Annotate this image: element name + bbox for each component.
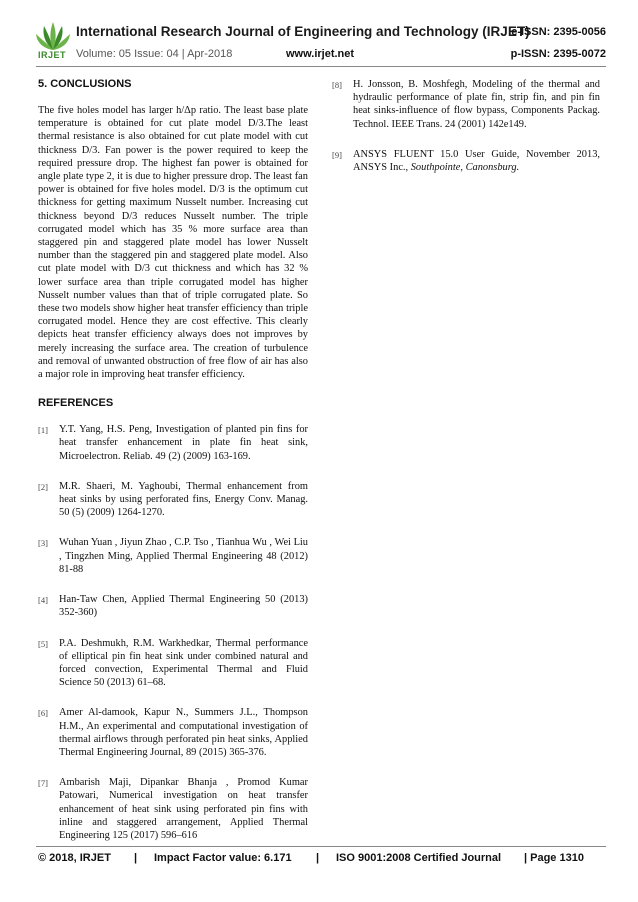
reference-item [38,536,308,576]
reference-item [38,637,308,690]
reference-text-plain: ANSYS FLUENT 15.0 User Guide, November 2013, ANSYS Inc., [353,148,600,174]
footer-copyright: © 2018, IRJET [38,852,111,864]
reference-number: [8] [332,80,342,90]
p-issn: p-ISSN: 2395-0072 [510,48,606,60]
reference-text: Ambarish Maji, Dipankar Bhanja , Promod Kumar Patowari, Numerical investigation on heat transfer enhancement of heat sink using perforated pin fins with inline and staggered arrangement, Applied Thermal Engineering 125 (2017) 596–616 [59,777,308,841]
reference-number: [3] [38,538,48,549]
reference-text: P.A. Deshmukh, R.M. Warkhedkar, Thermal performance of elliptical pin fin heat sink under combined natural and forced convection, Experimental Thermal and Fluid Science 50 (2013) 61–68. [59,637,308,689]
reference-text: H. Jonsson, B. Moshfegh, Modeling of the thermal and hydraulic performance of plate fin, strip fin, and pin fin heat sinks-influence of flow bypass, Components Packag. Technol. IEEE Trans. 24 (2001) 142e149. [353,79,600,130]
reference-item [38,776,308,842]
reference-text: Y.T. Yang, H.S. Peng, Investigation of planted pin fins for heat transfer enhancement in plate fin heat sink, Microelectron. Reliab. 49 (2) (2009) 163-169. [59,424,308,462]
references-heading: REFERENCES [38,397,114,410]
logo-text: IRJET [38,50,67,60]
reference-item [332,148,600,174]
reference-text: M.R. Shaeri, M. Yaghoubi, Thermal enhancement from heat sinks by using perforated fins, Energy Conv. Manag. 50 (5) (2009) 1264-1270. [59,480,308,519]
page-header [36,18,606,64]
e-issn: e-ISSN: 2395-0056 [511,26,606,38]
footer-separator: | [134,852,138,864]
reference-number: [4] [38,595,48,606]
reference-number: [2] [38,481,48,492]
reference-item [38,423,308,463]
reference-item [332,78,600,131]
reference-item [38,706,308,759]
volume-issue: Volume: 05 Issue: 04 | Apr-2018 [76,48,233,60]
reference-item [38,480,308,520]
reference-number: [6] [38,708,48,719]
reference-text: Han-Taw Chen, Applied Thermal Engineering 50 (2013) 352-360) [59,594,308,619]
footer-separator: | [316,852,320,864]
footer-divider [36,846,606,847]
reference-number: [9] [332,149,342,160]
reference-text: Wuhan Yuan , Jiyun Zhao , C.P. Tso , Tianhua Wu , Wei Liu , Tingzhen Ming, Applied Thermal Engineering 48 (2012) 81-88 [59,537,308,575]
right-column [332,78,600,191]
reference-number: [1] [38,425,48,436]
footer-page-number: | Page 1310 [524,852,584,864]
reference-item [38,593,308,619]
website-link[interactable]: www.irjet.net [286,48,355,60]
reference-number: [5] [38,638,48,649]
conclusions-heading: 5. CONCLUSIONS [38,78,132,90]
footer-iso: ISO 9001:2008 Certified Journal [336,852,502,864]
reference-text: Amer Al-damook, Kapur N., Summers J.L., Thompson H.M., An experimental and computational investigation of thermal airflows through perforated pin heat sinks, Applied Thermal Engineering Journal, 89 (2015) 365-376. [59,707,308,758]
footer-impact-factor: Impact Factor value: 6.171 [154,852,292,864]
header-divider [36,66,606,67]
conclusions-body: The five holes model has larger h/Δp ratio. The least base plate temperature is obtained for cut plate model D/3.The least thermal resistance is also obtained for cut plate model with cut thickness D/3. Fan power is the power required to keep the required pressure drop. The highest fan power is obtained for angle plate type 2, it is due to higher pressure drop. The least fan power is obtained for five holes model. D/3 is the optimum cut thickness for getting maximum Nusselt number. Increasing cut thickness beyond D/3 reduces Nusselt number. The triple corrugated model which has 35 % more surface area than staggered pin and staggered plate model has lower Nusselt number than the staggered pin and staggered plate model. Also cut plate model with D/3 cut thickness and which has 32 % lower surface area than triple corrugated model has higher Nusselt number values than that of triple corrugated plate. So these two models show higher heat transfer efficiency than triple corrugated model. Hence they are cost effective. This clearly depicts heat transfer efficiency always does not improves by merely increasing the surface area. The creation of turbulence and removal of unwanted obstruction of free flow of air has also a major role in improving heat transfer efficiency. [38,105,308,381]
reference-number: [7] [38,778,48,789]
reference-text [353,148,600,174]
reference-text-italic: Southpointe, Canonsburg. [410,162,520,174]
left-column [38,78,308,859]
journal-title: International Research Journal of Engineering and Technology (IRJET) [76,24,530,39]
